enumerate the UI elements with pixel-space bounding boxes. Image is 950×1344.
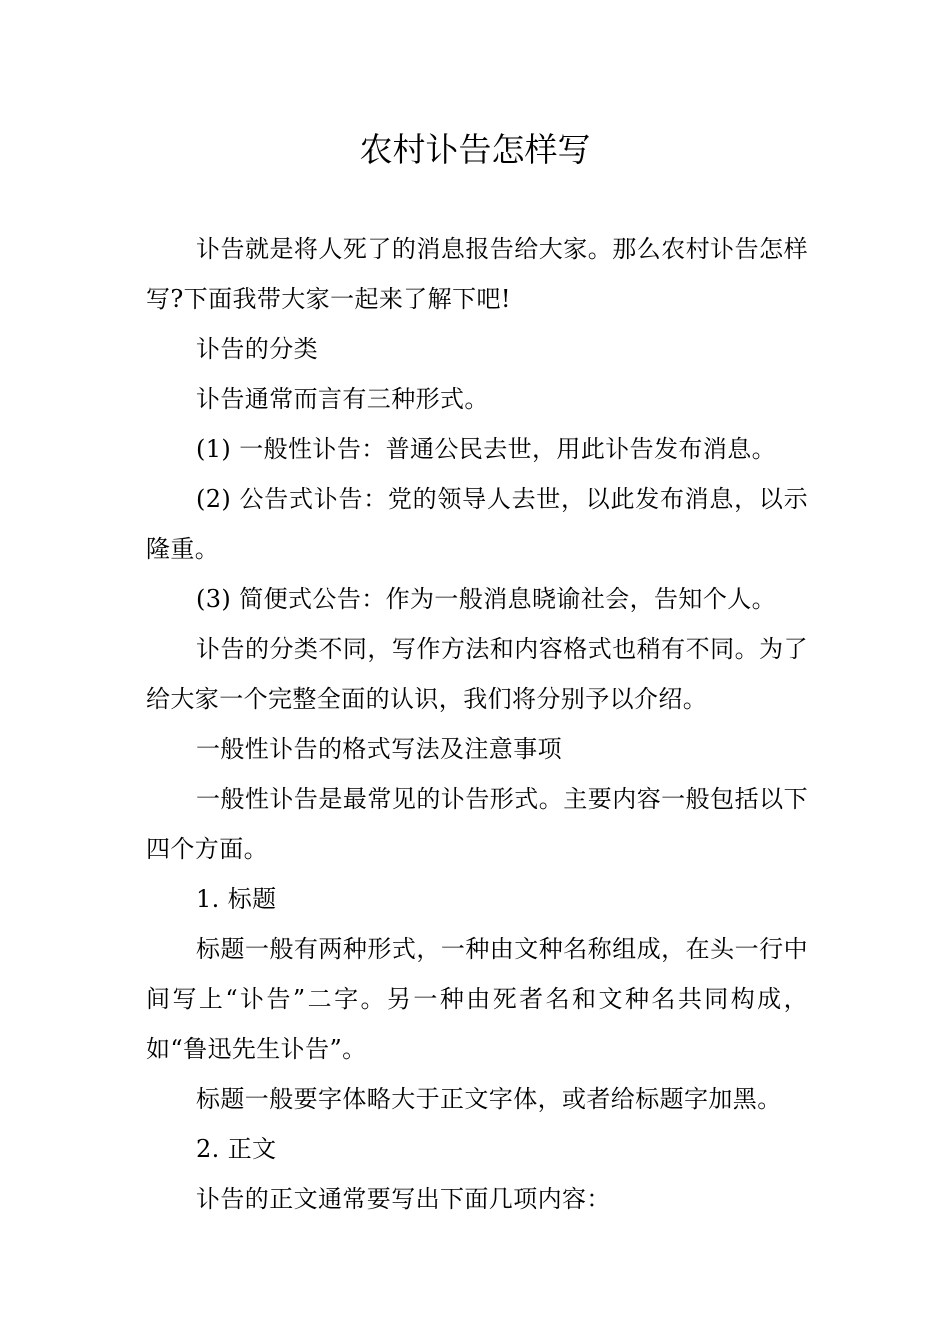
heading-classification: 讣告的分类 xyxy=(196,335,318,363)
paragraph-title-forms: 标题一般有两种形式，一种由文种名称组成，在头一行中间写上“讣告”二字。另一种由死者名和文种名共同构成，如“鲁迅先生讣告”。 xyxy=(146,935,808,1063)
document-title: 农村讣告怎样写 xyxy=(359,130,591,169)
paragraph-differences: 讣告的分类不同，写作方法和内容格式也稍有不同。为了给大家一个完整全面的认识，我们将分别予以介绍。 xyxy=(146,635,808,713)
paragraph-general-content: 一般性讣告是最常见的讣告形式。主要内容一般包括以下四个方面。 xyxy=(146,785,808,863)
heading-general-format: 一般性讣告的格式写法及注意事项 xyxy=(196,735,562,763)
paragraph-body-content: 讣告的正文通常要写出下面几项内容： xyxy=(196,1185,611,1213)
heading-body-section: 2. 正文 xyxy=(196,1135,277,1163)
paragraph-three-forms: 讣告通常而言有三种形式。 xyxy=(196,385,489,413)
list-item-public-obituary: (2) 公告式讣告：党的领导人去世，以此发布消息，以示隆重。 xyxy=(146,485,808,563)
list-item-simple-notice: (3) 简便式公告：作为一般消息晓谕社会，告知个人。 xyxy=(196,585,777,613)
paragraph-title-font: 标题一般要字体略大于正文字体，或者给标题字加黑。 xyxy=(196,1085,782,1113)
paragraph-intro: 讣告就是将人死了的消息报告给大家。那么农村讣告怎样写?下面我带大家一起来了解下吧! xyxy=(146,235,808,313)
document-body xyxy=(146,224,808,1224)
heading-title-section: 1. 标题 xyxy=(196,885,277,913)
list-item-general-obituary: (1) 一般性讣告：普通公民去世，用此讣告发布消息。 xyxy=(196,435,777,463)
